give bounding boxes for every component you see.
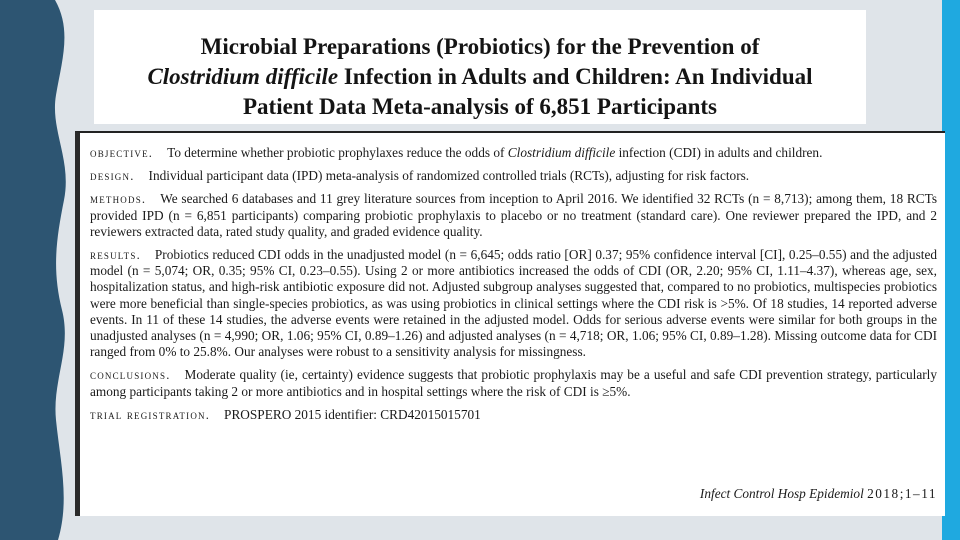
objective-text-pre: To determine whether probiotic prophylaxes reduce the odds of — [167, 145, 508, 160]
objective-text-italic: Clostridium difficile — [507, 145, 616, 160]
abstract-panel — [75, 131, 945, 516]
objective-heading: objective. — [90, 146, 154, 160]
conclusions-text: Moderate quality (ie, certainty) evidence suggests that probiotic prophylaxis may be a useful and safe CDI prevention strategy, particularly among participants taking 2 or more antibiotics and in hospital settings where the risk of CDI is ≥5%. — [90, 367, 937, 399]
paper-title-box — [94, 10, 866, 124]
journal-year-pages: 2018;1–11 — [867, 485, 937, 501]
registration-section — [90, 407, 937, 423]
methods-text: We searched 6 databases and 11 grey literature sources from inception to April 2016. We identified 32 RCTs (n = 8,713); among them, 18 RCTs provided IPD (n = 6,851 participants) comparing probiotic prophylaxis to placebo or no treatment (standard care). One reviewer prepared the IPD, and 2 reviewers extracted data, rated study quality, and graded evidence quality. — [90, 191, 937, 239]
results-section — [90, 247, 937, 360]
title-line-3: Patient Data Meta-analysis of 6,851 Participants — [243, 94, 717, 119]
design-text: Individual participant data (IPD) meta-analysis of randomized controlled trials (RCTs), adjusting for risk factors. — [148, 168, 750, 184]
registration-text: PROSPERO 2015 identifier: CRD42015015701 — [224, 406, 481, 422]
conclusions-heading: conclusions. — [90, 368, 171, 383]
registration-heading: trial registration. — [90, 407, 211, 422]
left-wave-shape — [0, 0, 70, 540]
objective-section — [90, 145, 937, 161]
journal-citation — [700, 486, 937, 502]
title-line-2-rest: Infection in Adults and Children: An Individual — [338, 64, 813, 89]
design-section — [90, 168, 937, 184]
results-heading: results. — [90, 248, 141, 263]
title-line-2 — [94, 62, 866, 92]
methods-heading: methods. — [90, 192, 147, 207]
wave-path — [0, 0, 66, 540]
design-heading: design. — [90, 169, 135, 184]
methods-section — [90, 191, 937, 240]
title-line-1: Microbial Preparations (Probiotics) for the Prevention of — [200, 34, 760, 59]
results-text: Probiotics reduced CDI odds in the unadjusted model (n = 6,645; odds ratio [OR] 0.37; 95% confidence interval [CI], 0.25–0.55) and the adjusted model (n = 5,074; OR, 0.35; 95% CI, 0.23–0.55). Using 2 or more antibiotics increased the odds of CDI (OR, 2.20; 95% CI, 1.11–4.37), whereas age, sex, hospitalization status, and high-risk antibiotic exposure did not. Adjusted subgroup analyses suggested that, compared to no probiotics, multispecies probiotics were more beneficial than single-species probiotics, as was using probiotics in clinical settings where the CDI risk is >5%. Of 18 studies, 14 reported adverse events. In 11 of these 14 studies, the adverse events were retained in the adjusted model. Odds for serious adverse events were similar for both groups in the unadjusted analyses (n = 4,990; OR, 1.06; 95% CI, 0.89–1.26) and adjusted analyses (n = 4,718; OR, 1.06; 95% CI, 0.89–1.28). Missing outcome data for CDI ranged from 0% to 25.8%. Our analyses were robust to a sensitivity analysis for missingness. — [90, 247, 937, 360]
journal-name: Infect Control Hosp Epidemiol — [699, 485, 864, 501]
objective-text-post: infection (CDI) in adults and children. — [615, 145, 823, 160]
conclusions-section — [90, 367, 937, 399]
title-italic-organism: Clostridium difficile — [147, 64, 339, 89]
